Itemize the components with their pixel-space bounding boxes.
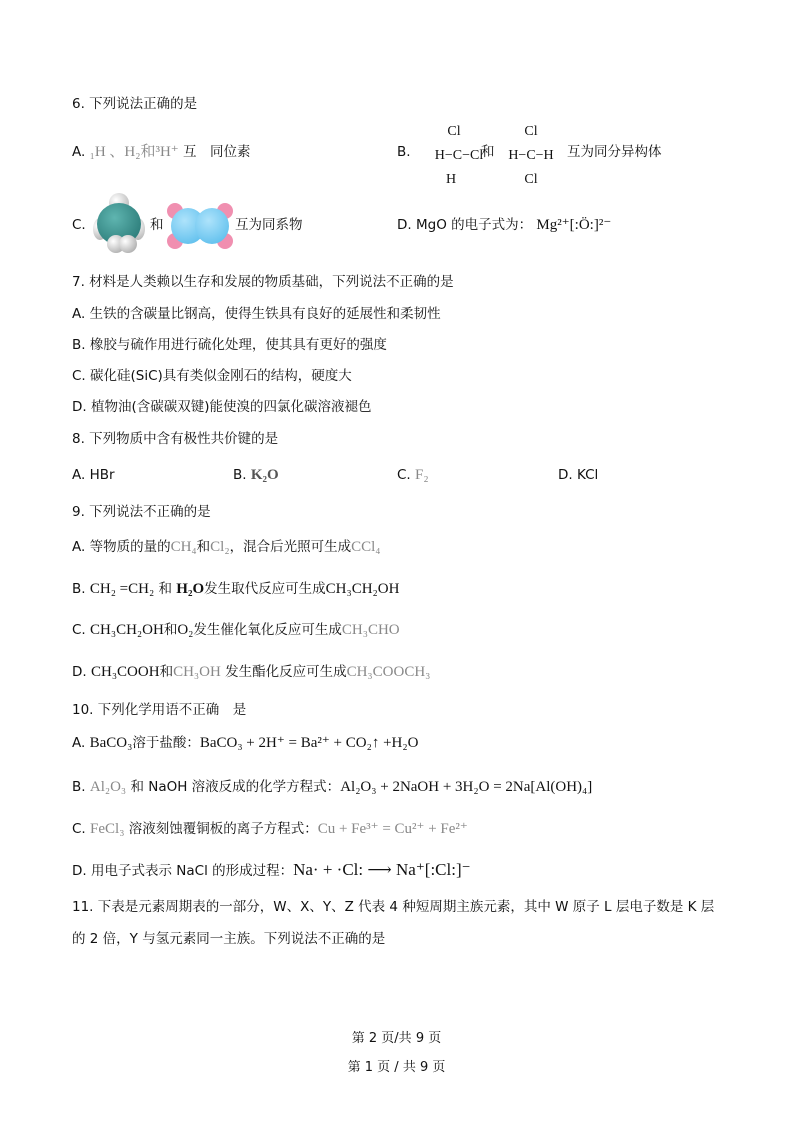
option-label: C. (72, 821, 86, 837)
atom: H (445, 172, 457, 187)
option-text: 互为同系物 (235, 217, 303, 233)
formula: CCl₄ (351, 539, 381, 555)
formula: F₂ (415, 467, 429, 483)
option-label: B. (397, 144, 411, 160)
electron-formula: Na· + ·Cl: ⟶ Na⁺[:Cl:]⁻ (293, 860, 471, 879)
formula: O₂ (177, 622, 194, 638)
q9-option-c (72, 620, 400, 640)
option-text: 和 (158, 581, 172, 597)
q9-option-a (72, 537, 381, 557)
q8-option-a: A. HBr (72, 467, 115, 483)
option-label: B. (72, 581, 86, 597)
q10-option-c (72, 819, 468, 839)
option-text: 互为同分异构体 (567, 144, 662, 160)
formula: Al₂O₃ (89, 779, 127, 795)
q8-option-d: D. KCl (558, 467, 599, 483)
methane-model-image (93, 193, 145, 253)
option-text: 互 同位素 (183, 144, 251, 160)
formula: H₂O (176, 581, 205, 597)
option-text: A. 等物质的量的 (72, 539, 171, 555)
option-text: 发生酯化反应可生成 (220, 664, 347, 680)
question-6-stem: 6. 下列说法正确的是 (72, 96, 198, 112)
option-label: B. (72, 779, 86, 795)
formula: FeCl₃ (90, 821, 125, 837)
question-11-line-2: 的 2 倍，Y 与氢元素同一主族。下列说法不正确的是 (72, 931, 386, 947)
q6-option-d (397, 215, 611, 235)
option-label: C. (72, 622, 86, 638)
equation: Cu + Fe³⁺ = Cu²⁺ + Fe²⁺ (317, 821, 468, 837)
q9-option-b (72, 579, 399, 599)
formula: CH₂ =CH₂ (89, 581, 155, 597)
option-text: 发生催化氧化反应可生成 (193, 622, 342, 638)
formula: CH₃CH₂OH (90, 622, 164, 638)
bond-row: H−C−H (508, 148, 554, 163)
q7-option-d: D. 植物油(含碳碳双键)能使溴的四氯化碳溶液褪色 (72, 399, 372, 415)
question-7-stem: 7. 材料是人类赖以生存和发展的物质基础，下列说法不正确的是 (72, 274, 454, 290)
option-label: C. (397, 467, 411, 483)
question-11-line-1: 11. 下表是元素周期表的一部分，W、X、Y、Z 代表 4 种短周期主族元素，其中 W 原子 L 层电子数是 K 层 (72, 899, 715, 915)
option-text: 发生取代反应可生成 (204, 581, 326, 597)
q9-option-d (72, 662, 430, 682)
option-label: A. (72, 144, 86, 160)
and-text: 和 (150, 217, 164, 233)
equation: BaCO₃ + 2H⁺ = Ba²⁺ + CO₂↑ +H₂O (199, 735, 419, 751)
option-text: 溶于盐酸： (132, 735, 200, 751)
and-text: 和 (481, 144, 495, 160)
q7-option-a: A. 生铁的含碳量比钢高，使得生铁具有良好的延展性和柔韧性 (72, 306, 441, 322)
option-text: 和 (159, 664, 174, 680)
option-text: 溶液刻蚀覆铜板的离子方程式： (124, 821, 318, 837)
outer-page-number: 第 1 页 / 共 9 页 (347, 1060, 446, 1075)
option-text: 和 (196, 539, 211, 555)
option-text: 和 (163, 622, 178, 638)
q7-option-b: B. 橡胶与硫作用进行硫化处理，使其具有更好的强度 (72, 337, 387, 353)
q10-option-d (72, 860, 471, 881)
option-label: D. MgO 的电子式为： (397, 217, 533, 233)
question-9-stem: 9. 下列说法不正确的是 (72, 504, 211, 520)
formula: BaCO₃ (89, 735, 133, 751)
question-8-stem: 8. 下列物质中含有极性共价键的是 (72, 431, 279, 447)
option-label: D. (72, 664, 87, 680)
option-label: B. (233, 467, 247, 483)
option-label: A. (72, 735, 86, 751)
formula: Cl₂ (210, 539, 230, 555)
q7-option-c: C. 碳化硅(SiC)具有类似金刚石的结构，硬度大 (72, 368, 352, 384)
q6-option-a (72, 142, 251, 162)
option-text: 和 NaOH 溶液反成的化学方程式： (126, 779, 341, 795)
formula: CH₃CHO (341, 622, 400, 638)
structure-formula-2 (496, 120, 566, 192)
option-text: ，混合后光照可生成 (229, 539, 352, 555)
formula: CH₄ (170, 539, 197, 555)
formula: CH₃OH (173, 664, 221, 680)
electron-formula: Mg²⁺[:Ö:]²⁻ (536, 217, 612, 233)
q10-option-a (72, 733, 418, 753)
formula: ₁H 、H₂和³H⁺ (89, 144, 179, 160)
question-10-stem: 10. 下列化学用语不正确 是 (72, 702, 247, 718)
atom: Cl (524, 124, 538, 139)
ethylene-model-image (167, 203, 233, 249)
q8-option-c (397, 465, 429, 485)
q10-option-b (72, 777, 592, 797)
equation: Al₂O₃ + 2NaOH + 3H₂O = 2Na[Al(OH)₄] (340, 779, 593, 795)
q6-option-b (397, 142, 411, 162)
q8-option-b (233, 465, 279, 485)
option-label: C. (72, 217, 86, 233)
option-text: D. 用电子式表示 NaCl 的形成过程： (72, 863, 294, 879)
formula: CH₃COOH (90, 664, 160, 680)
formula: CH₃COOCH₃ (346, 664, 431, 680)
formula: K₂O (250, 467, 279, 483)
atom: Cl (447, 124, 461, 139)
formula: CH₃CH₂OH (325, 581, 400, 597)
atom: Cl (524, 172, 538, 187)
bond-row: H−C−Cl (434, 148, 484, 163)
inner-page-number: 第 2 页/共 9 页 (351, 1031, 442, 1046)
